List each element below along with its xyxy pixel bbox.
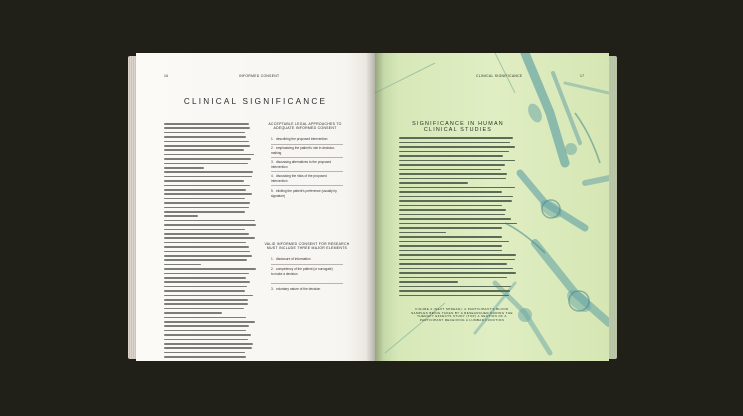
text-line xyxy=(164,220,255,222)
text-line xyxy=(399,245,502,247)
text-line xyxy=(164,317,246,319)
text-line xyxy=(164,325,249,327)
text-line xyxy=(399,214,505,216)
text-line xyxy=(164,149,244,151)
text-line xyxy=(399,263,507,265)
approach-number: 2. xyxy=(271,146,274,150)
element-text: voluntary nature of the decision xyxy=(276,287,321,291)
text-line xyxy=(164,211,245,213)
elements-heading: VALID INFORMED CONSENT FOR RESEARCH MUST INCLUDE THREE MAJOR ELEMENTS xyxy=(264,242,350,251)
text-line xyxy=(399,173,507,175)
text-line xyxy=(399,250,502,252)
text-line xyxy=(164,303,248,305)
text-line xyxy=(164,202,250,204)
approach-text: discussing alternatives to the proposed intervention xyxy=(271,160,332,169)
text-line xyxy=(164,290,245,292)
text-line xyxy=(164,281,250,283)
text-line xyxy=(164,141,249,143)
approach-item xyxy=(271,160,339,169)
text-line xyxy=(399,272,516,274)
divider xyxy=(271,171,343,172)
text-line xyxy=(164,312,222,314)
text-line xyxy=(399,241,509,243)
divider xyxy=(271,283,343,284)
text-line xyxy=(399,281,458,283)
text-line xyxy=(399,218,511,220)
text-line xyxy=(164,264,201,266)
text-line xyxy=(164,193,252,195)
approach-number: 4. xyxy=(271,174,274,178)
text-line xyxy=(164,273,249,275)
text-line xyxy=(164,185,250,187)
text-line xyxy=(164,308,244,310)
text-line xyxy=(399,142,510,144)
approach-text: eliciting the patient's preference (usually by signature) xyxy=(271,189,337,198)
right-page-edges xyxy=(609,56,617,359)
text-line xyxy=(399,205,502,207)
element-item xyxy=(271,287,343,292)
open-book xyxy=(128,52,617,362)
left-running-head: INFORMED CONSENT xyxy=(239,74,280,78)
approach-number: 1. xyxy=(271,137,274,141)
text-line xyxy=(164,330,246,332)
approach-text: describing the proposed intervention xyxy=(276,137,328,141)
section-title: SIGNIFICANCE IN HUMAN CLINICAL STUDIES xyxy=(412,121,504,134)
approach-text: discussing the risks of the proposed intervention xyxy=(271,174,327,183)
text-line xyxy=(399,178,506,180)
text-line xyxy=(164,207,249,209)
right-running-head: CLINICAL SIGNIFICANCE xyxy=(476,74,523,78)
text-line xyxy=(164,233,249,235)
text-line xyxy=(164,123,249,125)
text-line xyxy=(164,189,246,191)
text-line xyxy=(164,176,252,178)
text-line xyxy=(399,295,509,297)
text-line xyxy=(399,137,513,139)
element-number: 1. xyxy=(271,257,274,261)
element-number: 3. xyxy=(271,287,274,291)
text-line xyxy=(399,151,509,153)
text-line xyxy=(399,196,513,198)
text-line xyxy=(399,232,446,234)
text-line xyxy=(164,237,255,239)
approach-number: 3. xyxy=(271,160,274,164)
text-line xyxy=(399,277,507,279)
text-line xyxy=(164,299,248,301)
text-line xyxy=(164,167,204,169)
approach-item xyxy=(271,189,341,198)
left-page-number: 16 xyxy=(164,74,169,78)
text-line xyxy=(399,182,468,184)
text-line xyxy=(399,146,515,148)
text-line xyxy=(164,229,245,231)
text-line xyxy=(164,145,250,147)
text-line xyxy=(164,255,252,257)
text-line xyxy=(164,334,251,336)
text-line xyxy=(399,155,503,157)
text-line xyxy=(399,160,515,162)
text-line xyxy=(164,277,246,279)
divider xyxy=(271,157,343,158)
element-item xyxy=(271,257,343,262)
element-text: competency of the patient (or surrogate) to make a decision xyxy=(271,267,333,276)
right-page xyxy=(375,53,609,361)
text-line xyxy=(164,339,248,341)
text-line xyxy=(399,259,515,261)
divider xyxy=(271,264,343,265)
text-line xyxy=(164,215,198,217)
approach-item xyxy=(271,146,337,155)
text-line xyxy=(164,136,246,138)
text-line xyxy=(399,191,502,193)
text-line xyxy=(164,132,245,134)
approach-item xyxy=(271,137,345,142)
page-title: CLINICAL SIGNIFICANCE xyxy=(183,97,328,106)
text-line xyxy=(164,180,244,182)
text-line xyxy=(399,290,510,292)
approach-item xyxy=(271,174,337,183)
text-line xyxy=(164,286,247,288)
text-line xyxy=(399,227,502,229)
approach-text: emphasizing the patient's role in decision-making xyxy=(271,146,336,155)
text-line xyxy=(164,158,251,160)
text-line xyxy=(399,254,516,256)
figure-caption: FIGURE 2 (NEXT SPREAD): A PARTICIPANT'S BLOOD SAMPLES BEING TAKEN BY A RESEARCHER DURING THE THERAPY EFFECTS STUDY (TOP) A SECTION OF A PARTICIPANT RECEIVING A LUMBAR FUNCTION xyxy=(411,307,513,322)
text-line xyxy=(164,242,246,244)
approach-number: 5. xyxy=(271,189,274,193)
text-line xyxy=(164,268,256,270)
text-line xyxy=(399,169,501,171)
text-line xyxy=(164,224,256,226)
text-line xyxy=(164,259,247,261)
text-line xyxy=(399,200,512,202)
element-item xyxy=(271,267,333,276)
text-line xyxy=(164,356,246,358)
text-line xyxy=(164,154,254,156)
text-line xyxy=(164,352,245,354)
divider xyxy=(271,185,343,186)
approaches-heading: ACCEPTABLE LEGAL APPROACHES TO ADEQUATE INFORMED CONSENT xyxy=(268,122,342,131)
text-line xyxy=(164,163,248,165)
text-line xyxy=(164,347,252,349)
left-page xyxy=(136,53,375,361)
text-line xyxy=(164,127,250,129)
text-line xyxy=(399,164,505,166)
right-page-number: 17 xyxy=(580,74,585,78)
text-line xyxy=(399,236,502,238)
text-line xyxy=(164,295,253,297)
text-line xyxy=(164,321,255,323)
element-number: 2. xyxy=(271,267,274,271)
text-line xyxy=(164,198,245,200)
text-line xyxy=(164,246,249,248)
text-line xyxy=(399,209,506,211)
text-line xyxy=(399,187,515,189)
element-text: disclosure of information xyxy=(276,257,311,261)
text-line xyxy=(164,171,253,173)
text-line xyxy=(399,286,511,288)
text-line xyxy=(164,251,250,253)
text-line xyxy=(399,223,517,225)
text-line xyxy=(399,268,513,270)
divider xyxy=(271,144,343,145)
text-line xyxy=(164,343,253,345)
